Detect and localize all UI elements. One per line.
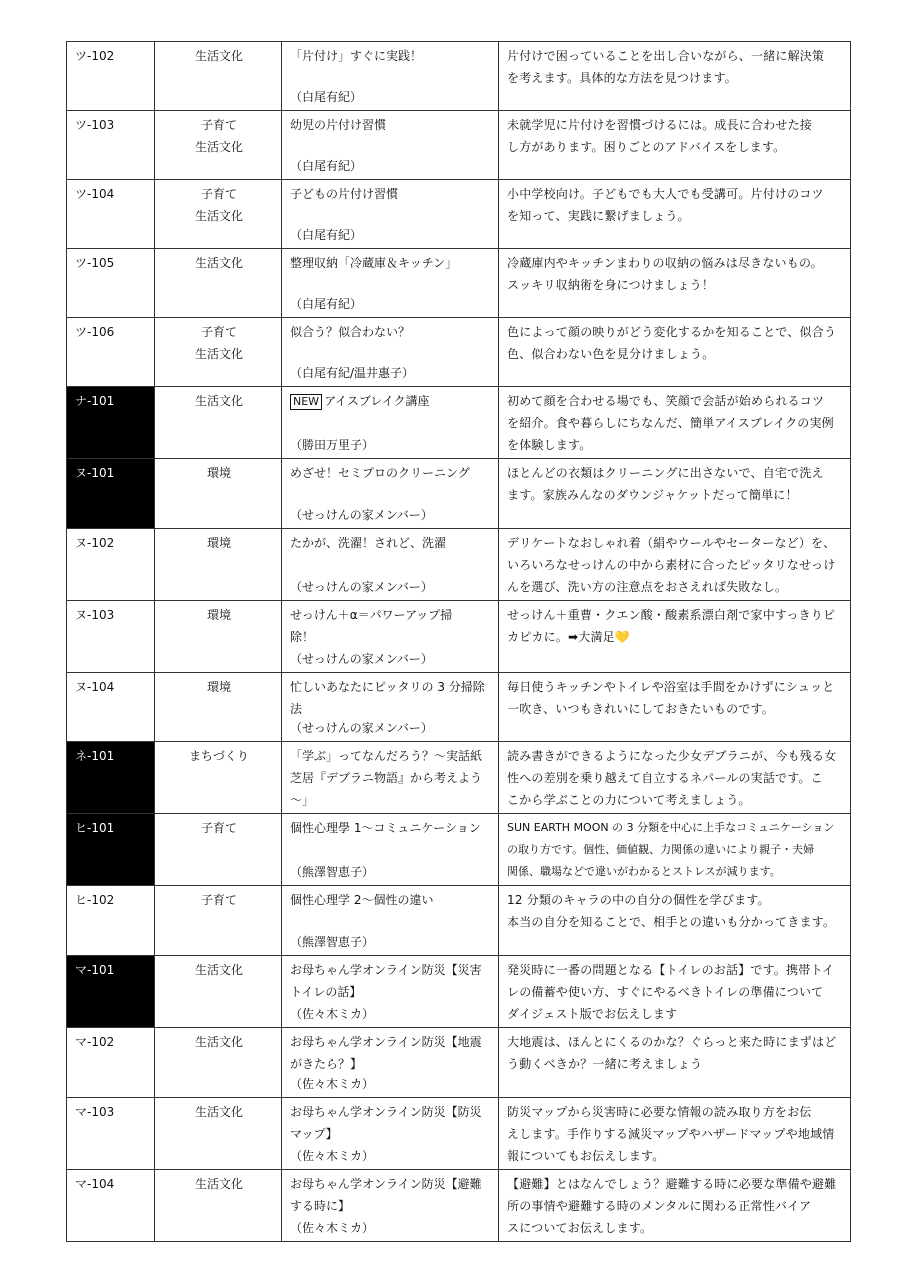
- course-category: [155, 249, 282, 318]
- description-line: 毎日使うキッチンやトイレや浴室は手間をかけずにシュッと: [507, 680, 835, 694]
- course-code: マ-104: [67, 1170, 155, 1242]
- course-description: [499, 318, 851, 387]
- course-title-line: お母ちゃん学オンライン防災【避難: [290, 1177, 482, 1191]
- course-category: [155, 956, 282, 1028]
- course-description: [499, 956, 851, 1028]
- lecturer-name: （せっけんの家メンバー）: [290, 721, 433, 735]
- course-code: ツ-102: [67, 42, 155, 111]
- course-title-line: せっけん＋α＝パワーアップ掃: [290, 608, 453, 622]
- course-title-line: 整理収納「冷蔵庫＆キッチン」: [290, 256, 458, 270]
- course-title-cell: [282, 111, 499, 180]
- course-title-cell: [282, 814, 499, 886]
- course-title-text: アイスブレイク講座: [324, 394, 430, 408]
- description-line: 本当の自分を知ることで、相手との違いも分かってきます。: [507, 915, 836, 929]
- course-title-line: お母ちゃん学オンライン防災【災害: [290, 963, 482, 977]
- table-row: [67, 42, 851, 111]
- course-title-cell: [282, 1098, 499, 1170]
- course-description: [499, 459, 851, 529]
- description-line: レの備蓄や使い方、すぐにやるべきトイレの準備について: [507, 985, 824, 999]
- category-label: 生活文化: [194, 1035, 243, 1049]
- course-title-line: お母ちゃん学オンライン防災【防災: [290, 1105, 482, 1119]
- description-line: 大地震は、ほんとにくるのかな？ぐらっと来た時にまずはど: [507, 1035, 837, 1049]
- course-title-cell: [282, 249, 499, 318]
- description-line: を体験します。: [507, 438, 592, 452]
- lecturer-name: （佐々木ミカ）: [290, 1221, 375, 1235]
- course-description: [499, 529, 851, 601]
- lecturer-name: （白尾有紀）: [290, 159, 363, 173]
- description-line: 報についてもお伝えします。: [507, 1149, 665, 1163]
- course-code: ヒ-101: [67, 814, 155, 886]
- course-title-cell: [282, 180, 499, 249]
- lecturer-name: （白尾有紀）: [290, 297, 363, 311]
- course-code: マ-102: [67, 1028, 155, 1098]
- course-title-line: 芝居『デブラニ物語』から考えよう: [290, 771, 483, 785]
- course-description: [499, 180, 851, 249]
- lecturer-name: （佐々木ミカ）: [290, 1149, 375, 1163]
- description-line: SUN EARTH MOON の 3 分類を中心に上手なコミュニケーション: [507, 821, 835, 834]
- course-code: マ-101: [67, 956, 155, 1028]
- course-code: ツ-103: [67, 111, 155, 180]
- description-line: を紹介。食や暮らしにちなんだ、簡単アイスブレイクの実例: [507, 416, 834, 430]
- category-label: 環境: [206, 680, 231, 694]
- lecturer-name: （白尾有紀/温井惠子）: [290, 366, 415, 380]
- category-label: 生活文化: [194, 347, 243, 361]
- course-category: [155, 318, 282, 387]
- course-title-cell: [282, 459, 499, 529]
- course-description: [499, 1098, 851, 1170]
- category-label: 環境: [206, 608, 231, 622]
- description-line: 【避難】とはなんでしょう？避難する時に必要な準備や避難: [507, 1177, 837, 1191]
- lecturer-name: （熊澤智恵子）: [290, 865, 375, 879]
- course-code: マ-103: [67, 1098, 155, 1170]
- description-line: スッキリ収納術を身につけましょう！: [507, 278, 715, 292]
- course-code: ネ-101: [67, 742, 155, 814]
- course-title-cell: [282, 387, 499, 459]
- course-title-cell: [282, 673, 499, 742]
- lecturer-name: （白尾有紀）: [290, 228, 363, 242]
- description-line: スについてお伝えします。: [507, 1221, 653, 1235]
- description-line: ダイジェスト版でお伝えします: [507, 1007, 678, 1021]
- course-category: [155, 529, 282, 601]
- course-title-cell: [282, 886, 499, 956]
- course-title-line: [290, 390, 492, 412]
- category-label: 生活文化: [194, 394, 243, 408]
- course-table-body: [67, 42, 851, 1242]
- course-title-line: トイレの話】: [290, 985, 362, 999]
- category-label: 生活文化: [194, 140, 243, 154]
- course-code: ツ-104: [67, 180, 155, 249]
- category-label: 子育て: [200, 118, 237, 132]
- category-label: 生活文化: [194, 1105, 243, 1119]
- course-category: [155, 180, 282, 249]
- course-category: [155, 814, 282, 886]
- course-title-cell: [282, 42, 499, 111]
- description-line: 発災時に一番の問題となる【トイレのお話】です。携帯トイ: [507, 963, 835, 977]
- table-row: [67, 956, 851, 1028]
- course-code: ヌ-101: [67, 459, 155, 529]
- description-line: を知って、実践に繋げましょう。: [507, 209, 690, 223]
- description-line: 冷蔵庫内やキッチンまわりの収納の悩みは尽きないもの。: [507, 256, 823, 270]
- category-label: 環境: [206, 536, 231, 550]
- course-category: [155, 1028, 282, 1098]
- description-line: の取り方です。個性、価値観、力関係の違いにより親子・夫婦: [507, 843, 815, 856]
- course-category: [155, 886, 282, 956]
- course-code: ツ-106: [67, 318, 155, 387]
- description-line: カピカに。➡大満足💛: [507, 630, 630, 644]
- course-title-line: 「片付け」すぐに実践！: [290, 49, 423, 63]
- description-line: 関係、職場などで違いがわかるとストレスが減ります。: [507, 865, 781, 878]
- course-category: [155, 673, 282, 742]
- course-description: [499, 387, 851, 459]
- table-row: [67, 1170, 851, 1242]
- table-row: [67, 1098, 851, 1170]
- course-category: [155, 1170, 282, 1242]
- lecturer-name: （佐々木ミカ）: [290, 1077, 375, 1091]
- description-line: 性への差別を乗り越えて自立するネパールの実話です。こ: [507, 771, 823, 785]
- course-title-cell: [282, 1028, 499, 1098]
- new-badge: NEW: [290, 394, 322, 410]
- description-line: いろいろなせっけんの中から素材に合ったピッタリなせっけ: [507, 558, 836, 572]
- description-line: 小中学校向け。子どもでも大人でも受講可。片付けのコツ: [507, 187, 824, 201]
- description-line: し方があります。困りごとのアドバイスをします。: [507, 140, 786, 154]
- description-line: 未就学児に片付けを習慣づけるには。成長に合わせた接: [507, 118, 813, 132]
- lecturer-name: （佐々木ミカ）: [290, 1007, 375, 1021]
- description-line: こから学ぶことの力について考えましょう。: [507, 793, 751, 807]
- course-title-line: 個性心理學 1～コミュニケーション: [290, 821, 481, 835]
- category-label: 生活文化: [194, 1177, 243, 1191]
- category-label: 環境: [206, 466, 231, 480]
- table-row: [67, 459, 851, 529]
- description-line: 防災マップから災害時に必要な情報の読み取り方をお伝: [507, 1105, 812, 1119]
- course-title-line: ～」: [290, 793, 315, 807]
- category-label: 生活文化: [194, 209, 243, 223]
- course-category: [155, 1098, 282, 1170]
- course-description: [499, 673, 851, 742]
- lecturer-name: （勝田万里子）: [290, 438, 375, 452]
- course-description: [499, 601, 851, 673]
- table-row: [67, 111, 851, 180]
- description-line: を考えます。具体的な方法を見つけます。: [507, 71, 737, 85]
- course-description: [499, 742, 851, 814]
- table-row: [67, 387, 851, 459]
- course-title-line: 個性心理学 2～個性の違い: [290, 893, 434, 907]
- course-title-cell: [282, 601, 499, 673]
- course-code: ヌ-102: [67, 529, 155, 601]
- course-category: [155, 387, 282, 459]
- description-line: 一吹き、いつもきれいにしておきたいものです。: [507, 702, 774, 716]
- table-row: [67, 318, 851, 387]
- course-code: ツ-105: [67, 249, 155, 318]
- table-row: [67, 742, 851, 814]
- lecturer-name: （せっけんの家メンバー）: [290, 508, 433, 522]
- course-title-line: お母ちゃん学オンライン防災【地震: [290, 1035, 482, 1049]
- course-table: [66, 41, 851, 1242]
- course-title-line: マップ】: [290, 1127, 338, 1141]
- table-row: [67, 1028, 851, 1098]
- course-title-line: 法: [290, 702, 303, 716]
- table-row: [67, 886, 851, 956]
- category-label: 生活文化: [194, 49, 243, 63]
- lecturer-name: （せっけんの家メンバー）: [290, 652, 433, 666]
- table-row: [67, 601, 851, 673]
- description-line: えします。手作りする減災マップやハザードマップや地域情: [507, 1127, 835, 1141]
- course-description: [499, 42, 851, 111]
- course-title-cell: [282, 529, 499, 601]
- category-label: 子育て: [200, 325, 237, 339]
- lecturer-name: （白尾有紀）: [290, 90, 363, 104]
- course-category: [155, 111, 282, 180]
- course-description: [499, 814, 851, 886]
- description-line: 色によって顔の映りがどう変化するかを知ることで、似合う: [507, 325, 837, 339]
- course-title-line: がきたら？】: [290, 1057, 363, 1071]
- course-title-cell: [282, 318, 499, 387]
- description-line: せっけん＋重曹・クエン酸・酸素系漂白剤で家中すっきりピ: [507, 608, 836, 622]
- category-label: 子育て: [200, 187, 237, 201]
- course-title-line: たかが、洗濯！されど、洗濯: [290, 536, 447, 550]
- description-line: う動くべきか？一緒に考えましょう: [507, 1057, 703, 1071]
- course-description: [499, 1028, 851, 1098]
- description-line: ほとんどの衣類はクリーニングに出さないで、自宅で洗え: [507, 466, 824, 480]
- course-description: [499, 886, 851, 956]
- description-line: 12 分類のキャラの中の自分の個性を学びます。: [507, 893, 770, 907]
- course-title-line: 「学ぶ」ってなんだろう？～実話紙: [290, 749, 483, 763]
- description-line: 所の事情や避難する時のメンタルに関わる正常性バイア: [507, 1199, 812, 1213]
- course-title-line: 除！: [290, 630, 315, 644]
- category-label: 生活文化: [194, 963, 243, 977]
- category-label: 子育て: [200, 821, 237, 835]
- course-title-line: 子どもの片付け習慣: [290, 187, 399, 201]
- description-line: 読み書きができるようになった少女デブラニが、今も残る女: [507, 749, 837, 763]
- table-row: [67, 249, 851, 318]
- course-title-line: 幼児の片付け習慣: [290, 118, 387, 132]
- course-title-cell: [282, 1170, 499, 1242]
- category-label: 子育て: [200, 893, 237, 907]
- table-row: [67, 673, 851, 742]
- description-line: 片付けで困っていることを出し合いながら、一緒に解決策: [507, 49, 825, 63]
- course-code: ヌ-103: [67, 601, 155, 673]
- table-row: [67, 180, 851, 249]
- course-code: ナ-101: [67, 387, 155, 459]
- description-line: 色、似合わない色を見分けましょう。: [507, 347, 715, 361]
- course-code: ヒ-102: [67, 886, 155, 956]
- course-title-cell: [282, 742, 499, 814]
- course-title-cell: [282, 956, 499, 1028]
- description-line: 初めて顔を合わせる場でも、笑顔で会話が始められるコツ: [507, 394, 825, 408]
- course-title-line: 忙しいあなたにピッタリの 3 分掃除: [290, 680, 485, 694]
- table-row: [67, 529, 851, 601]
- table-row: [67, 814, 851, 886]
- course-category: [155, 459, 282, 529]
- description-line: デリケートなおしゃれ着（絹やウールやセーターなど）を、: [507, 536, 836, 550]
- course-description: [499, 111, 851, 180]
- category-label: 生活文化: [194, 256, 243, 270]
- category-label: まちづくり: [189, 749, 249, 763]
- course-description: [499, 1170, 851, 1242]
- lecturer-name: （熊澤智恵子）: [290, 935, 375, 949]
- description-line: ます。家族みんなのダウンジャケットだって簡単に！: [507, 488, 798, 502]
- course-title-line: する時に】: [290, 1199, 351, 1213]
- course-category: [155, 742, 282, 814]
- lecturer-name: （せっけんの家メンバー）: [290, 580, 433, 594]
- course-category: [155, 42, 282, 111]
- description-line: んを選び、洗い方の注意点をおさえれば失敗なし。: [507, 580, 788, 594]
- course-category: [155, 601, 282, 673]
- course-title-line: めざせ！セミプロのクリーニング: [290, 466, 470, 480]
- course-title-line: 似合う？似合わない？: [290, 325, 411, 339]
- course-description: [499, 249, 851, 318]
- course-code: ヌ-104: [67, 673, 155, 742]
